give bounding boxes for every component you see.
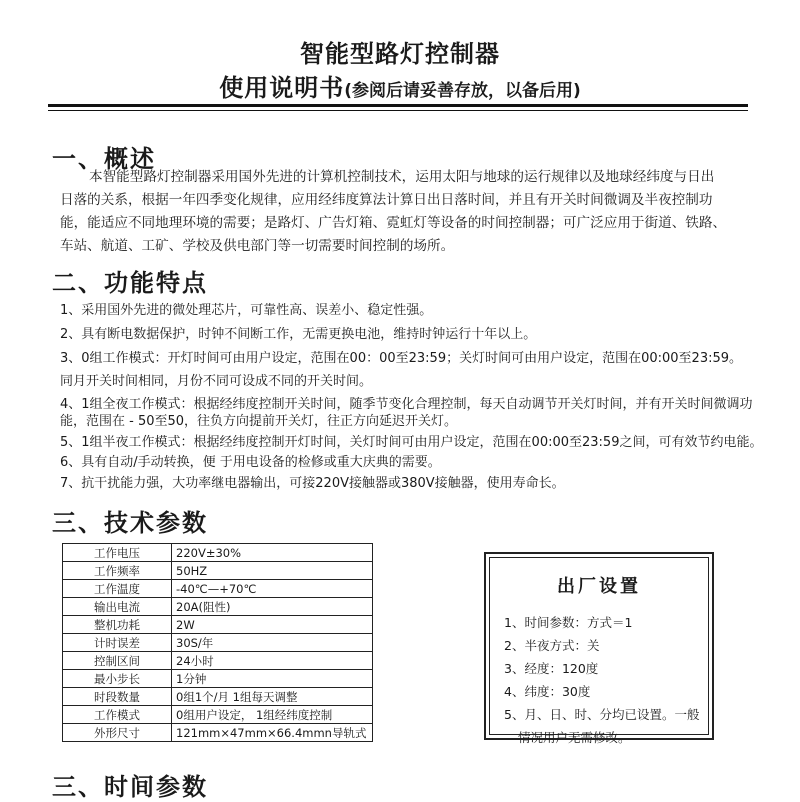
feature-item: 3、0组工作模式：开灯时间可由用户设定，范围在00：00至23:59；关灯时间可由用户设定，范围在00:00至23:59。: [60, 351, 743, 366]
param-name: 工作频率: [63, 562, 172, 580]
param-name: 控制区间: [63, 652, 172, 670]
param-value: 1分钟: [172, 670, 373, 688]
table-row: [63, 670, 373, 688]
table-row: [63, 706, 373, 724]
param-name: 输出电流: [63, 598, 172, 616]
param-value: 2W: [172, 616, 373, 634]
title-rule-thin: [48, 110, 748, 111]
feature-item: 6、具有自动/手动转换，便 于用电设备的检修或重大庆典的需要。: [60, 455, 441, 470]
param-value: 50HZ: [172, 562, 373, 580]
param-name: 整机功耗: [63, 616, 172, 634]
section-heading-tech-params: 三、技术参数: [52, 509, 208, 537]
feature-item: 5、1组半夜工作模式：根据经纬度控制开灯时间，关灯时间可由用户设定，范围在00:00至23:59之间，可有效节约电能。: [60, 435, 763, 450]
param-value: -40℃—+70℃: [172, 580, 373, 598]
factory-settings-title: 出厂设置: [557, 576, 641, 597]
param-name: 时段数量: [63, 688, 172, 706]
section-heading-overview: 一、概述: [52, 145, 156, 173]
table-row: [63, 562, 373, 580]
table-row: [63, 598, 373, 616]
overview-line: 车站、航道、工矿、学校及供电部门等一切需要时间控制的场所。: [60, 238, 455, 254]
factory-setting-item: 1、时间参数：方式＝1: [504, 615, 633, 630]
param-value: 121mm×47mm×66.4mmn导轨式: [172, 724, 373, 742]
param-value: 20A(阻性): [172, 598, 373, 616]
overview-line: 能，能适应不同地理环境的需要；是路灯、广告灯箱、霓虹灯等设备的时间控制器；可广泛应用于街道、铁路、: [60, 215, 727, 231]
overview-line: 日落的关系，根据一年四季变化规律，应用经纬度算法计算日出日落时间，并且有开关时间微调及半夜控制功: [60, 192, 713, 208]
param-value: 30S/年: [172, 634, 373, 652]
document-subtitle: [0, 68, 800, 103]
feature-item: 4、1组全夜工作模式：根据经纬度控制开关时间，随季节变化合理控制，每天自动调节开关灯时间，并有开关时间微调功: [60, 397, 753, 412]
feature-item: 1、采用国外先进的微处理芯片，可靠性高、误差小、稳定性强。: [60, 303, 433, 318]
table-row: [63, 652, 373, 670]
param-name: 工作电压: [63, 544, 172, 562]
param-value: 24小时: [172, 652, 373, 670]
feature-item: 7、抗干扰能力强，大功率继电器输出，可接220V接触器或380V接触器，使用寿命长。: [60, 476, 565, 491]
feature-item: 同月开关时间相同，月份不同可设成不同的开关时间。: [60, 374, 373, 389]
tech-params-table: [62, 543, 373, 742]
param-name: 计时误差: [63, 634, 172, 652]
factory-setting-item: 3、经度：120度: [504, 661, 599, 676]
section-heading-time-params: 三、时间参数: [52, 773, 208, 801]
table-row: [63, 724, 373, 742]
factory-setting-item: 4、纬度：30度: [504, 684, 591, 699]
factory-settings-list: [504, 611, 700, 747]
manual-title: 使用说明书: [219, 74, 345, 102]
title-rule-thick: [48, 104, 748, 107]
overview-line: 本智能型路灯控制器采用国外先进的计算机控制技术，运用太阳与地球的运行规律以及地球经纬度与日出: [89, 169, 715, 185]
document-title: 智能型路灯控制器: [300, 40, 500, 68]
section-heading-features: 二、功能特点: [52, 269, 208, 297]
table-row: [63, 688, 373, 706]
param-name: 外形尺寸: [63, 724, 172, 742]
factory-setting-item: 情况用户无需修改。: [518, 730, 631, 745]
table-row: [63, 580, 373, 598]
factory-settings-inner-border: [489, 557, 709, 745]
param-name: 工作温度: [63, 580, 172, 598]
param-name: 工作模式: [63, 706, 172, 724]
table-row: [63, 544, 373, 562]
overview-paragraph: [60, 166, 760, 258]
param-value: 220V±30%: [172, 544, 373, 562]
param-name: 最小步长: [63, 670, 172, 688]
manual-note: (参阅后请妥善存放，以备后用): [344, 81, 581, 101]
table-row: [63, 634, 373, 652]
param-value: 0组1个/月 1组每天调整: [172, 688, 373, 706]
feature-item: 能，范围在 - 50至50，往负方向提前开关灯，往正方向延迟开关灯。: [60, 414, 458, 429]
feature-item: 2、具有断电数据保护，时钟不间断工作，无需更换电池，维持时钟运行十年以上。: [60, 327, 537, 342]
table-row: [63, 616, 373, 634]
factory-setting-item: 5、月、日、时、分均已设置。一般: [504, 707, 700, 722]
factory-settings-box: [484, 552, 714, 745]
param-value: 0组用户设定， 1组经纬度控制: [172, 706, 373, 724]
factory-setting-item: 2、半夜方式：关: [504, 638, 600, 653]
